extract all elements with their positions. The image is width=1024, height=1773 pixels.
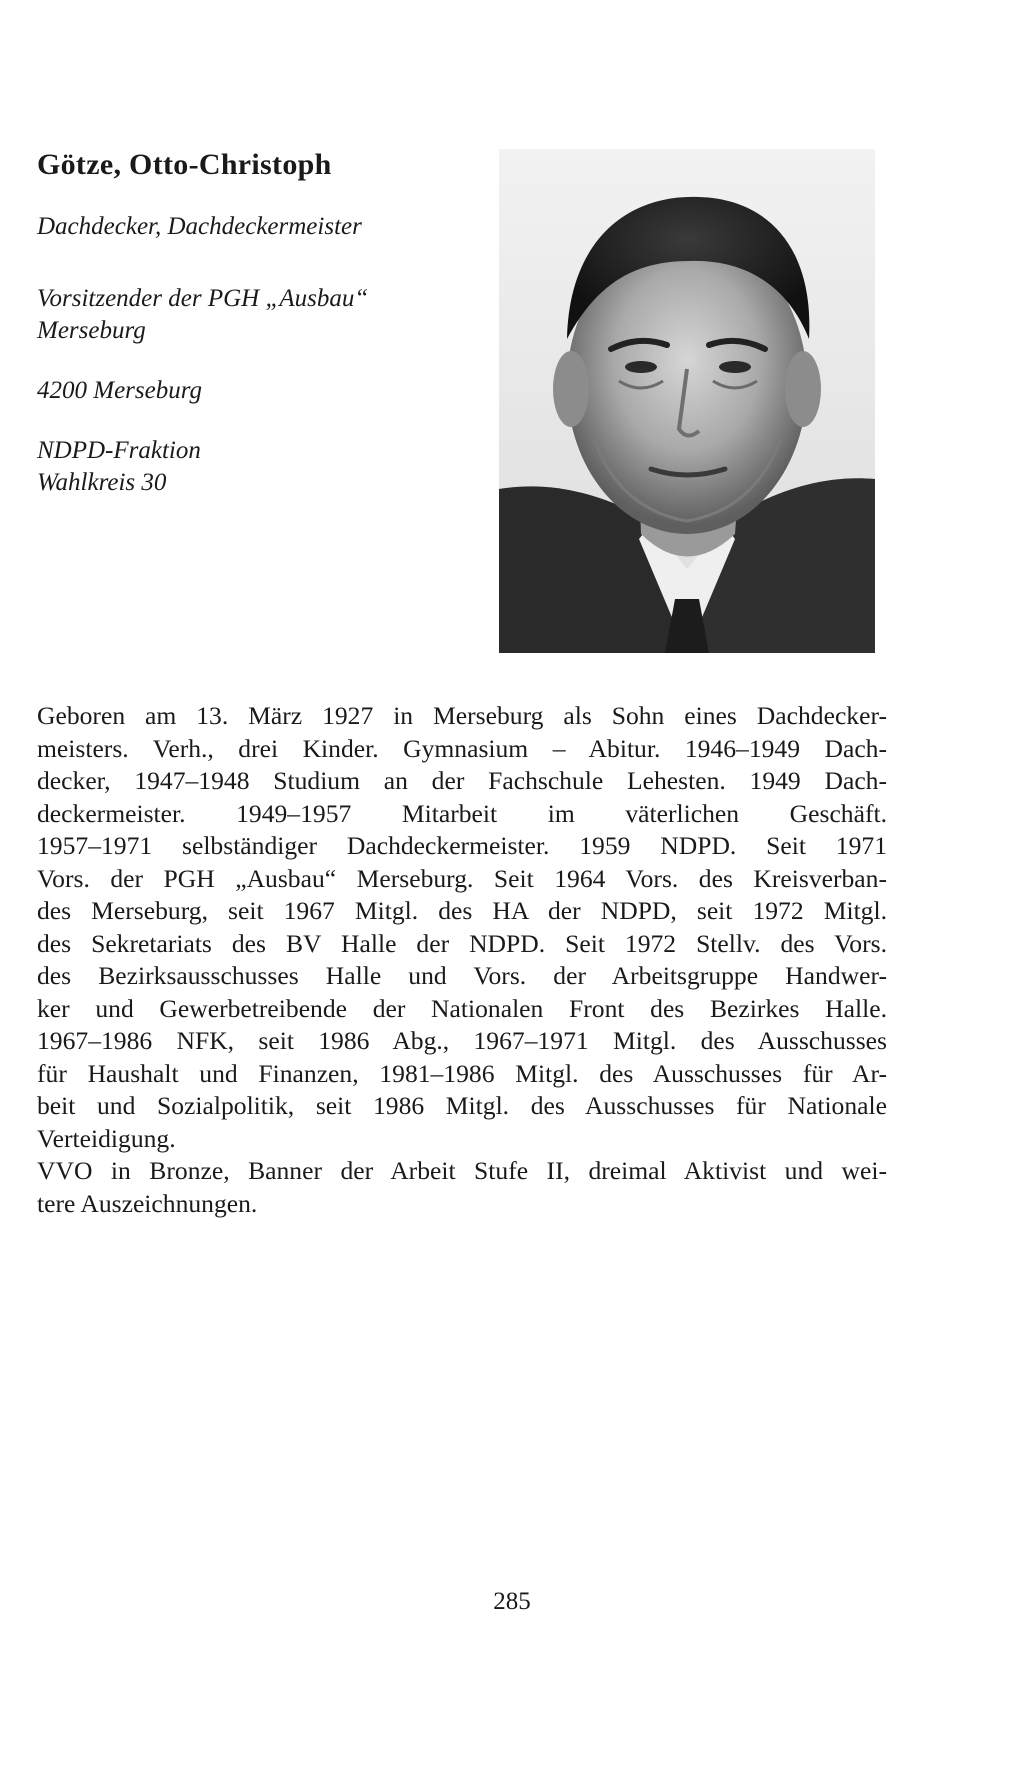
position-line-2: Merseburg	[37, 317, 146, 344]
biography-line: ker und Gewerbetreibende der Nationalen Front des Bezirkes Halle.	[37, 993, 887, 1023]
biography-line: 1967–1986 NFK, seit 1986 Abg., 1967–1971 Mitgl. des Ausschusses	[37, 1026, 887, 1055]
entry-name: Götze, Otto-Christoph	[37, 148, 332, 181]
biography-line: 1957–1971 selbständiger Dachdeckermeister. 1959 NDPD. Seit 1971	[37, 831, 887, 860]
biography-line: Geboren am 13. März 1927 in Merseburg als Sohn eines Dachdecker-	[37, 701, 887, 730]
page-number: 285	[493, 1588, 531, 1615]
address: 4200 Merseburg	[37, 377, 203, 404]
biography-text	[37, 700, 887, 1220]
biography-line: decker, 1947–1948 Studium an der Fachschule Lehesten. 1949 Dach-	[37, 766, 887, 795]
profession: Dachdecker, Dachdeckermeister	[37, 213, 362, 240]
biography-line: des Merseburg, seit 1967 Mitgl. des HA der NDPD, seit 1972 Mitgl.	[37, 896, 887, 925]
portrait-photo	[499, 149, 875, 653]
constituency: Wahlkreis 30	[37, 469, 167, 496]
biography-line: tere Auszeichnungen.	[37, 1188, 258, 1218]
biography-line: VVO in Bronze, Banner der Arbeit Stufe II, dreimal Aktivist und wei-	[37, 1156, 887, 1185]
faction: NDPD-Fraktion	[37, 437, 201, 464]
biography-line: des Bezirksausschusses Halle und Vors. der Arbeitsgruppe Handwer-	[37, 961, 887, 990]
biography-line: für Haushalt und Finanzen, 1981–1986 Mitgl. des Ausschusses für Ar-	[37, 1058, 887, 1088]
biography-line: deckermeister. 1949–1957 Mitarbeit im väterlichen Geschäft.	[37, 798, 887, 828]
biography-line: beit und Sozialpolitik, seit 1986 Mitgl. des Ausschusses für Nationale	[37, 1091, 887, 1120]
biography-line: meisters. Verh., drei Kinder. Gymnasium – Abitur. 1946–1949 Dach-	[37, 733, 887, 763]
biography-line: Vors. der PGH „Ausbau“ Merseburg. Seit 1964 Vors. des Kreisverban-	[37, 863, 887, 893]
biography-line: des Sekretariats des BV Halle der NDPD. Seit 1972 Stellv. des Vors.	[37, 928, 887, 958]
position-line-1: Vorsitzender der PGH „Ausbau“	[37, 285, 369, 312]
biography-line: Verteidigung.	[37, 1123, 176, 1153]
